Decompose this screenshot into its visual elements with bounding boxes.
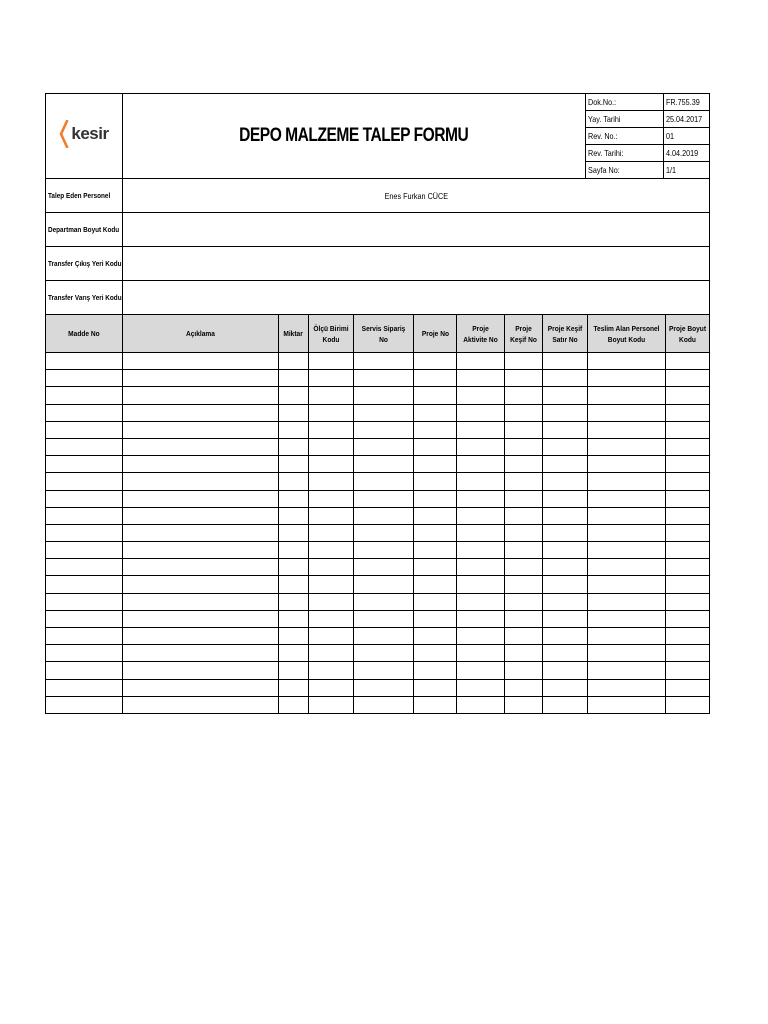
logo-mark-icon <box>59 120 69 148</box>
table-cell[interactable] <box>666 542 710 559</box>
table-cell[interactable] <box>123 645 279 662</box>
table-cell[interactable] <box>543 438 588 455</box>
table-cell[interactable] <box>457 662 505 679</box>
table-cell[interactable] <box>588 696 666 713</box>
table-cell[interactable] <box>354 353 414 370</box>
col-miktar: Miktar <box>279 315 309 353</box>
table-cell[interactable] <box>505 456 543 473</box>
table-cell[interactable] <box>123 696 279 713</box>
col-proje-aktivite: Proje Aktivite No <box>457 315 505 353</box>
table-cell[interactable] <box>414 610 457 627</box>
table-cell[interactable] <box>123 610 279 627</box>
table-cell[interactable] <box>666 696 710 713</box>
table-cell[interactable] <box>543 696 588 713</box>
table-cell[interactable] <box>354 610 414 627</box>
table-row <box>46 593 710 610</box>
table-cell[interactable] <box>457 353 505 370</box>
table-cell[interactable] <box>543 662 588 679</box>
transfer-origin-value[interactable] <box>123 247 710 281</box>
table-cell[interactable] <box>46 421 123 438</box>
table-cell[interactable] <box>414 438 457 455</box>
table-cell[interactable] <box>588 662 666 679</box>
table-cell[interactable] <box>414 490 457 507</box>
table-cell[interactable] <box>543 628 588 645</box>
table-row <box>46 387 710 404</box>
table-cell[interactable] <box>505 387 543 404</box>
table-cell[interactable] <box>457 576 505 593</box>
table-cell[interactable] <box>354 576 414 593</box>
table-cell[interactable] <box>414 507 457 524</box>
table-cell[interactable] <box>279 507 309 524</box>
transfer-origin-label: Transfer Çıkış Yeri Kodu <box>46 247 123 281</box>
col-aciklama: Açıklama <box>123 315 279 353</box>
table-cell[interactable] <box>123 628 279 645</box>
items-table <box>45 314 710 714</box>
table-cell[interactable] <box>354 559 414 576</box>
table-row <box>46 524 710 541</box>
table-cell[interactable] <box>414 473 457 490</box>
table-cell[interactable] <box>46 473 123 490</box>
table-cell[interactable] <box>123 353 279 370</box>
table-cell[interactable] <box>354 696 414 713</box>
table-cell[interactable] <box>505 576 543 593</box>
pub-date-label: Yay. Tarihi <box>586 111 664 128</box>
table-cell[interactable] <box>543 404 588 421</box>
table-cell[interactable] <box>123 370 279 387</box>
page-no-value: 1/1 <box>664 162 710 179</box>
transfer-destination-label: Transfer Varış Yeri Kodu <box>46 281 123 315</box>
department-code-label: Departman Boyut Kodu <box>46 213 123 247</box>
table-cell[interactable] <box>46 438 123 455</box>
table-cell[interactable] <box>354 628 414 645</box>
table-cell[interactable] <box>414 662 457 679</box>
table-row <box>46 679 710 696</box>
table-cell[interactable] <box>123 456 279 473</box>
logo-text: kesir <box>71 123 109 143</box>
table-cell[interactable] <box>46 645 123 662</box>
page-no-label: Sayfa No: <box>586 162 664 179</box>
table-row <box>46 576 710 593</box>
col-proje-kesif: Proje Keşif No <box>505 315 543 353</box>
table-cell[interactable] <box>543 370 588 387</box>
table-row <box>46 662 710 679</box>
table-cell[interactable] <box>505 507 543 524</box>
table-cell[interactable] <box>46 524 123 541</box>
table-cell[interactable] <box>279 456 309 473</box>
table-cell[interactable] <box>354 679 414 696</box>
col-proje-kesif-satir: Proje Keşif Satır No <box>543 315 588 353</box>
table-cell[interactable] <box>354 456 414 473</box>
table-cell[interactable] <box>46 593 123 610</box>
table-cell[interactable] <box>123 679 279 696</box>
table-cell[interactable] <box>279 593 309 610</box>
table-cell[interactable] <box>457 628 505 645</box>
table-cell[interactable] <box>588 645 666 662</box>
pub-date-value: 25.04.2017 <box>664 111 710 128</box>
table-cell[interactable] <box>279 438 309 455</box>
table-cell[interactable] <box>588 370 666 387</box>
material-request-form <box>45 93 709 714</box>
table-cell[interactable] <box>279 559 309 576</box>
table-cell[interactable] <box>457 387 505 404</box>
doc-no-label: Dok.No.: <box>586 94 664 111</box>
table-cell[interactable] <box>666 610 710 627</box>
table-cell[interactable] <box>666 404 710 421</box>
table-cell[interactable] <box>123 507 279 524</box>
department-code-value[interactable] <box>123 213 710 247</box>
table-cell[interactable] <box>414 679 457 696</box>
request-info <box>45 178 710 315</box>
table-cell[interactable] <box>309 524 354 541</box>
table-cell[interactable] <box>123 524 279 541</box>
table-cell[interactable] <box>354 645 414 662</box>
table-cell[interactable] <box>46 576 123 593</box>
table-cell[interactable] <box>543 524 588 541</box>
table-cell[interactable] <box>354 542 414 559</box>
table-cell[interactable] <box>505 645 543 662</box>
requester-label: Talep Eden Personel <box>46 179 123 213</box>
table-cell[interactable] <box>279 662 309 679</box>
table-cell[interactable] <box>46 370 123 387</box>
table-cell[interactable] <box>46 387 123 404</box>
table-cell[interactable] <box>543 542 588 559</box>
table-cell[interactable] <box>588 524 666 541</box>
table-cell[interactable] <box>588 438 666 455</box>
table-cell[interactable] <box>505 353 543 370</box>
table-cell[interactable] <box>666 628 710 645</box>
table-cell[interactable] <box>123 421 279 438</box>
table-cell[interactable] <box>414 387 457 404</box>
table-row <box>46 628 710 645</box>
table-cell[interactable] <box>309 559 354 576</box>
table-cell[interactable] <box>354 473 414 490</box>
table-cell[interactable] <box>414 404 457 421</box>
table-cell[interactable] <box>46 542 123 559</box>
rev-no-label: Rev. No.: <box>586 128 664 145</box>
table-cell[interactable] <box>666 593 710 610</box>
table-cell[interactable] <box>543 593 588 610</box>
form-header <box>45 93 710 179</box>
table-cell[interactable] <box>279 696 309 713</box>
table-cell[interactable] <box>309 679 354 696</box>
table-cell[interactable] <box>588 387 666 404</box>
table-cell[interactable] <box>505 542 543 559</box>
table-cell[interactable] <box>588 559 666 576</box>
table-row <box>46 610 710 627</box>
table-cell[interactable] <box>309 507 354 524</box>
table-cell[interactable] <box>309 542 354 559</box>
table-cell[interactable] <box>666 473 710 490</box>
table-cell[interactable] <box>543 645 588 662</box>
table-cell[interactable] <box>543 421 588 438</box>
table-cell[interactable] <box>588 542 666 559</box>
col-teslim-alan: Teslim Alan Personel Boyut Kodu <box>588 315 666 353</box>
table-row <box>46 421 710 438</box>
table-cell[interactable] <box>588 404 666 421</box>
table-cell[interactable] <box>457 593 505 610</box>
table-cell[interactable] <box>123 438 279 455</box>
table-cell[interactable] <box>46 490 123 507</box>
table-cell[interactable] <box>666 387 710 404</box>
table-cell[interactable] <box>588 593 666 610</box>
table-cell[interactable] <box>457 679 505 696</box>
table-cell[interactable] <box>505 438 543 455</box>
requester-value[interactable]: Enes Furkan CÜCE <box>123 179 710 213</box>
table-cell[interactable] <box>588 610 666 627</box>
table-cell[interactable] <box>666 421 710 438</box>
column-headers <box>46 315 710 353</box>
table-cell[interactable] <box>123 593 279 610</box>
table-row <box>46 542 710 559</box>
table-cell[interactable] <box>414 696 457 713</box>
table-row <box>46 456 710 473</box>
table-cell[interactable] <box>414 645 457 662</box>
doc-no-value: FR.755.39 <box>664 94 710 111</box>
table-cell[interactable] <box>354 370 414 387</box>
table-cell[interactable] <box>505 370 543 387</box>
table-row <box>46 507 710 524</box>
table-row <box>46 559 710 576</box>
table-cell[interactable] <box>543 387 588 404</box>
table-cell[interactable] <box>279 645 309 662</box>
table-row <box>46 353 710 370</box>
table-cell[interactable] <box>588 490 666 507</box>
rev-date-label: Rev. Tarihi: <box>586 145 664 162</box>
table-cell[interactable] <box>414 593 457 610</box>
form-title: DEPO MALZEME TALEP FORMU <box>123 94 586 179</box>
table-cell[interactable] <box>354 438 414 455</box>
table-cell[interactable] <box>279 679 309 696</box>
table-cell[interactable] <box>279 421 309 438</box>
table-cell[interactable] <box>505 593 543 610</box>
transfer-destination-value[interactable] <box>123 281 710 315</box>
table-cell[interactable] <box>46 404 123 421</box>
table-cell[interactable] <box>505 404 543 421</box>
table-cell[interactable] <box>279 576 309 593</box>
table-cell[interactable] <box>123 490 279 507</box>
table-cell[interactable] <box>543 456 588 473</box>
table-cell[interactable] <box>354 387 414 404</box>
table-cell[interactable] <box>414 456 457 473</box>
table-cell[interactable] <box>543 473 588 490</box>
table-cell[interactable] <box>309 593 354 610</box>
table-cell[interactable] <box>354 490 414 507</box>
table-cell[interactable] <box>666 353 710 370</box>
table-cell[interactable] <box>543 507 588 524</box>
col-proje-boyut: Proje Boyut Kodu <box>666 315 710 353</box>
table-cell[interactable] <box>543 559 588 576</box>
table-cell[interactable] <box>309 404 354 421</box>
table-cell[interactable] <box>588 421 666 438</box>
table-cell[interactable] <box>414 353 457 370</box>
table-cell[interactable] <box>354 662 414 679</box>
table-cell[interactable] <box>457 696 505 713</box>
table-cell[interactable] <box>588 679 666 696</box>
table-cell[interactable] <box>309 456 354 473</box>
table-cell[interactable] <box>123 559 279 576</box>
table-cell[interactable] <box>505 524 543 541</box>
table-cell[interactable] <box>414 559 457 576</box>
table-cell[interactable] <box>309 576 354 593</box>
table-cell[interactable] <box>309 421 354 438</box>
table-cell[interactable] <box>46 610 123 627</box>
table-cell[interactable] <box>309 696 354 713</box>
table-cell[interactable] <box>666 645 710 662</box>
table-cell[interactable] <box>505 421 543 438</box>
table-cell[interactable] <box>46 456 123 473</box>
table-cell[interactable] <box>309 353 354 370</box>
table-cell[interactable] <box>543 353 588 370</box>
table-cell[interactable] <box>354 593 414 610</box>
table-cell[interactable] <box>354 421 414 438</box>
table-cell[interactable] <box>123 662 279 679</box>
table-cell[interactable] <box>666 662 710 679</box>
table-cell[interactable] <box>505 559 543 576</box>
table-cell[interactable] <box>505 473 543 490</box>
table-cell[interactable] <box>309 645 354 662</box>
table-cell[interactable] <box>457 370 505 387</box>
table-row <box>46 473 710 490</box>
table-cell[interactable] <box>666 559 710 576</box>
table-cell[interactable] <box>588 353 666 370</box>
table-cell[interactable] <box>457 438 505 455</box>
table-cell[interactable] <box>309 628 354 645</box>
table-cell[interactable] <box>309 438 354 455</box>
table-cell[interactable] <box>279 404 309 421</box>
table-cell[interactable] <box>123 542 279 559</box>
col-madde-no: Madde No <box>46 315 123 353</box>
table-cell[interactable] <box>457 559 505 576</box>
table-cell[interactable] <box>666 490 710 507</box>
table-cell[interactable] <box>666 679 710 696</box>
table-cell[interactable] <box>123 576 279 593</box>
table-cell[interactable] <box>354 524 414 541</box>
table-cell[interactable] <box>666 456 710 473</box>
item-rows <box>46 353 710 714</box>
col-olcu-birimi: Ölçü Birimi Kodu <box>309 315 354 353</box>
table-cell[interactable] <box>414 542 457 559</box>
table-row <box>46 370 710 387</box>
table-cell[interactable] <box>588 507 666 524</box>
kesir-logo <box>59 120 108 148</box>
table-cell[interactable] <box>279 490 309 507</box>
table-cell[interactable] <box>46 696 123 713</box>
table-cell[interactable] <box>505 490 543 507</box>
table-cell[interactable] <box>354 404 414 421</box>
table-cell[interactable] <box>279 542 309 559</box>
table-row <box>46 404 710 421</box>
table-cell[interactable] <box>414 576 457 593</box>
table-cell[interactable] <box>123 473 279 490</box>
table-cell[interactable] <box>457 542 505 559</box>
rev-date-value: 4.04.2019 <box>664 145 710 162</box>
table-cell[interactable] <box>46 559 123 576</box>
table-cell[interactable] <box>309 473 354 490</box>
table-cell[interactable] <box>457 421 505 438</box>
table-cell[interactable] <box>309 387 354 404</box>
table-cell[interactable] <box>414 421 457 438</box>
table-cell[interactable] <box>457 404 505 421</box>
table-cell[interactable] <box>543 576 588 593</box>
table-row <box>46 696 710 713</box>
col-servis-siparis: Servis Sipariş No <box>354 315 414 353</box>
table-cell[interactable] <box>279 370 309 387</box>
table-cell[interactable] <box>46 353 123 370</box>
table-cell[interactable] <box>46 628 123 645</box>
table-cell[interactable] <box>309 370 354 387</box>
col-proje-no: Proje No <box>414 315 457 353</box>
table-cell[interactable] <box>457 507 505 524</box>
table-row <box>46 490 710 507</box>
table-cell[interactable] <box>588 473 666 490</box>
table-cell[interactable] <box>279 473 309 490</box>
table-cell[interactable] <box>279 628 309 645</box>
table-cell[interactable] <box>309 490 354 507</box>
table-cell[interactable] <box>666 438 710 455</box>
table-cell[interactable] <box>505 662 543 679</box>
table-cell[interactable] <box>279 610 309 627</box>
table-cell[interactable] <box>505 679 543 696</box>
table-cell[interactable] <box>543 490 588 507</box>
rev-no-value: 01 <box>664 128 710 145</box>
table-cell[interactable] <box>309 610 354 627</box>
table-cell[interactable] <box>457 524 505 541</box>
table-cell[interactable] <box>414 628 457 645</box>
table-cell[interactable] <box>279 353 309 370</box>
table-cell[interactable] <box>505 696 543 713</box>
table-cell[interactable] <box>46 662 123 679</box>
table-cell[interactable] <box>123 404 279 421</box>
table-cell[interactable] <box>309 662 354 679</box>
table-cell[interactable] <box>666 370 710 387</box>
table-cell[interactable] <box>414 370 457 387</box>
table-cell[interactable] <box>666 524 710 541</box>
table-cell[interactable] <box>457 610 505 627</box>
table-cell[interactable] <box>543 679 588 696</box>
table-row <box>46 438 710 455</box>
table-cell[interactable] <box>279 524 309 541</box>
table-cell[interactable] <box>666 576 710 593</box>
table-cell[interactable] <box>279 387 309 404</box>
table-cell[interactable] <box>543 610 588 627</box>
table-cell[interactable] <box>666 507 710 524</box>
logo-cell <box>46 94 123 179</box>
table-row <box>46 645 710 662</box>
table-cell[interactable] <box>505 628 543 645</box>
table-cell[interactable] <box>123 387 279 404</box>
table-cell[interactable] <box>457 473 505 490</box>
table-cell[interactable] <box>588 456 666 473</box>
table-cell[interactable] <box>457 645 505 662</box>
table-cell[interactable] <box>505 610 543 627</box>
table-cell[interactable] <box>46 507 123 524</box>
table-cell[interactable] <box>457 490 505 507</box>
table-cell[interactable] <box>46 679 123 696</box>
table-cell[interactable] <box>414 524 457 541</box>
table-cell[interactable] <box>457 456 505 473</box>
table-cell[interactable] <box>588 576 666 593</box>
table-cell[interactable] <box>354 507 414 524</box>
table-cell[interactable] <box>588 628 666 645</box>
